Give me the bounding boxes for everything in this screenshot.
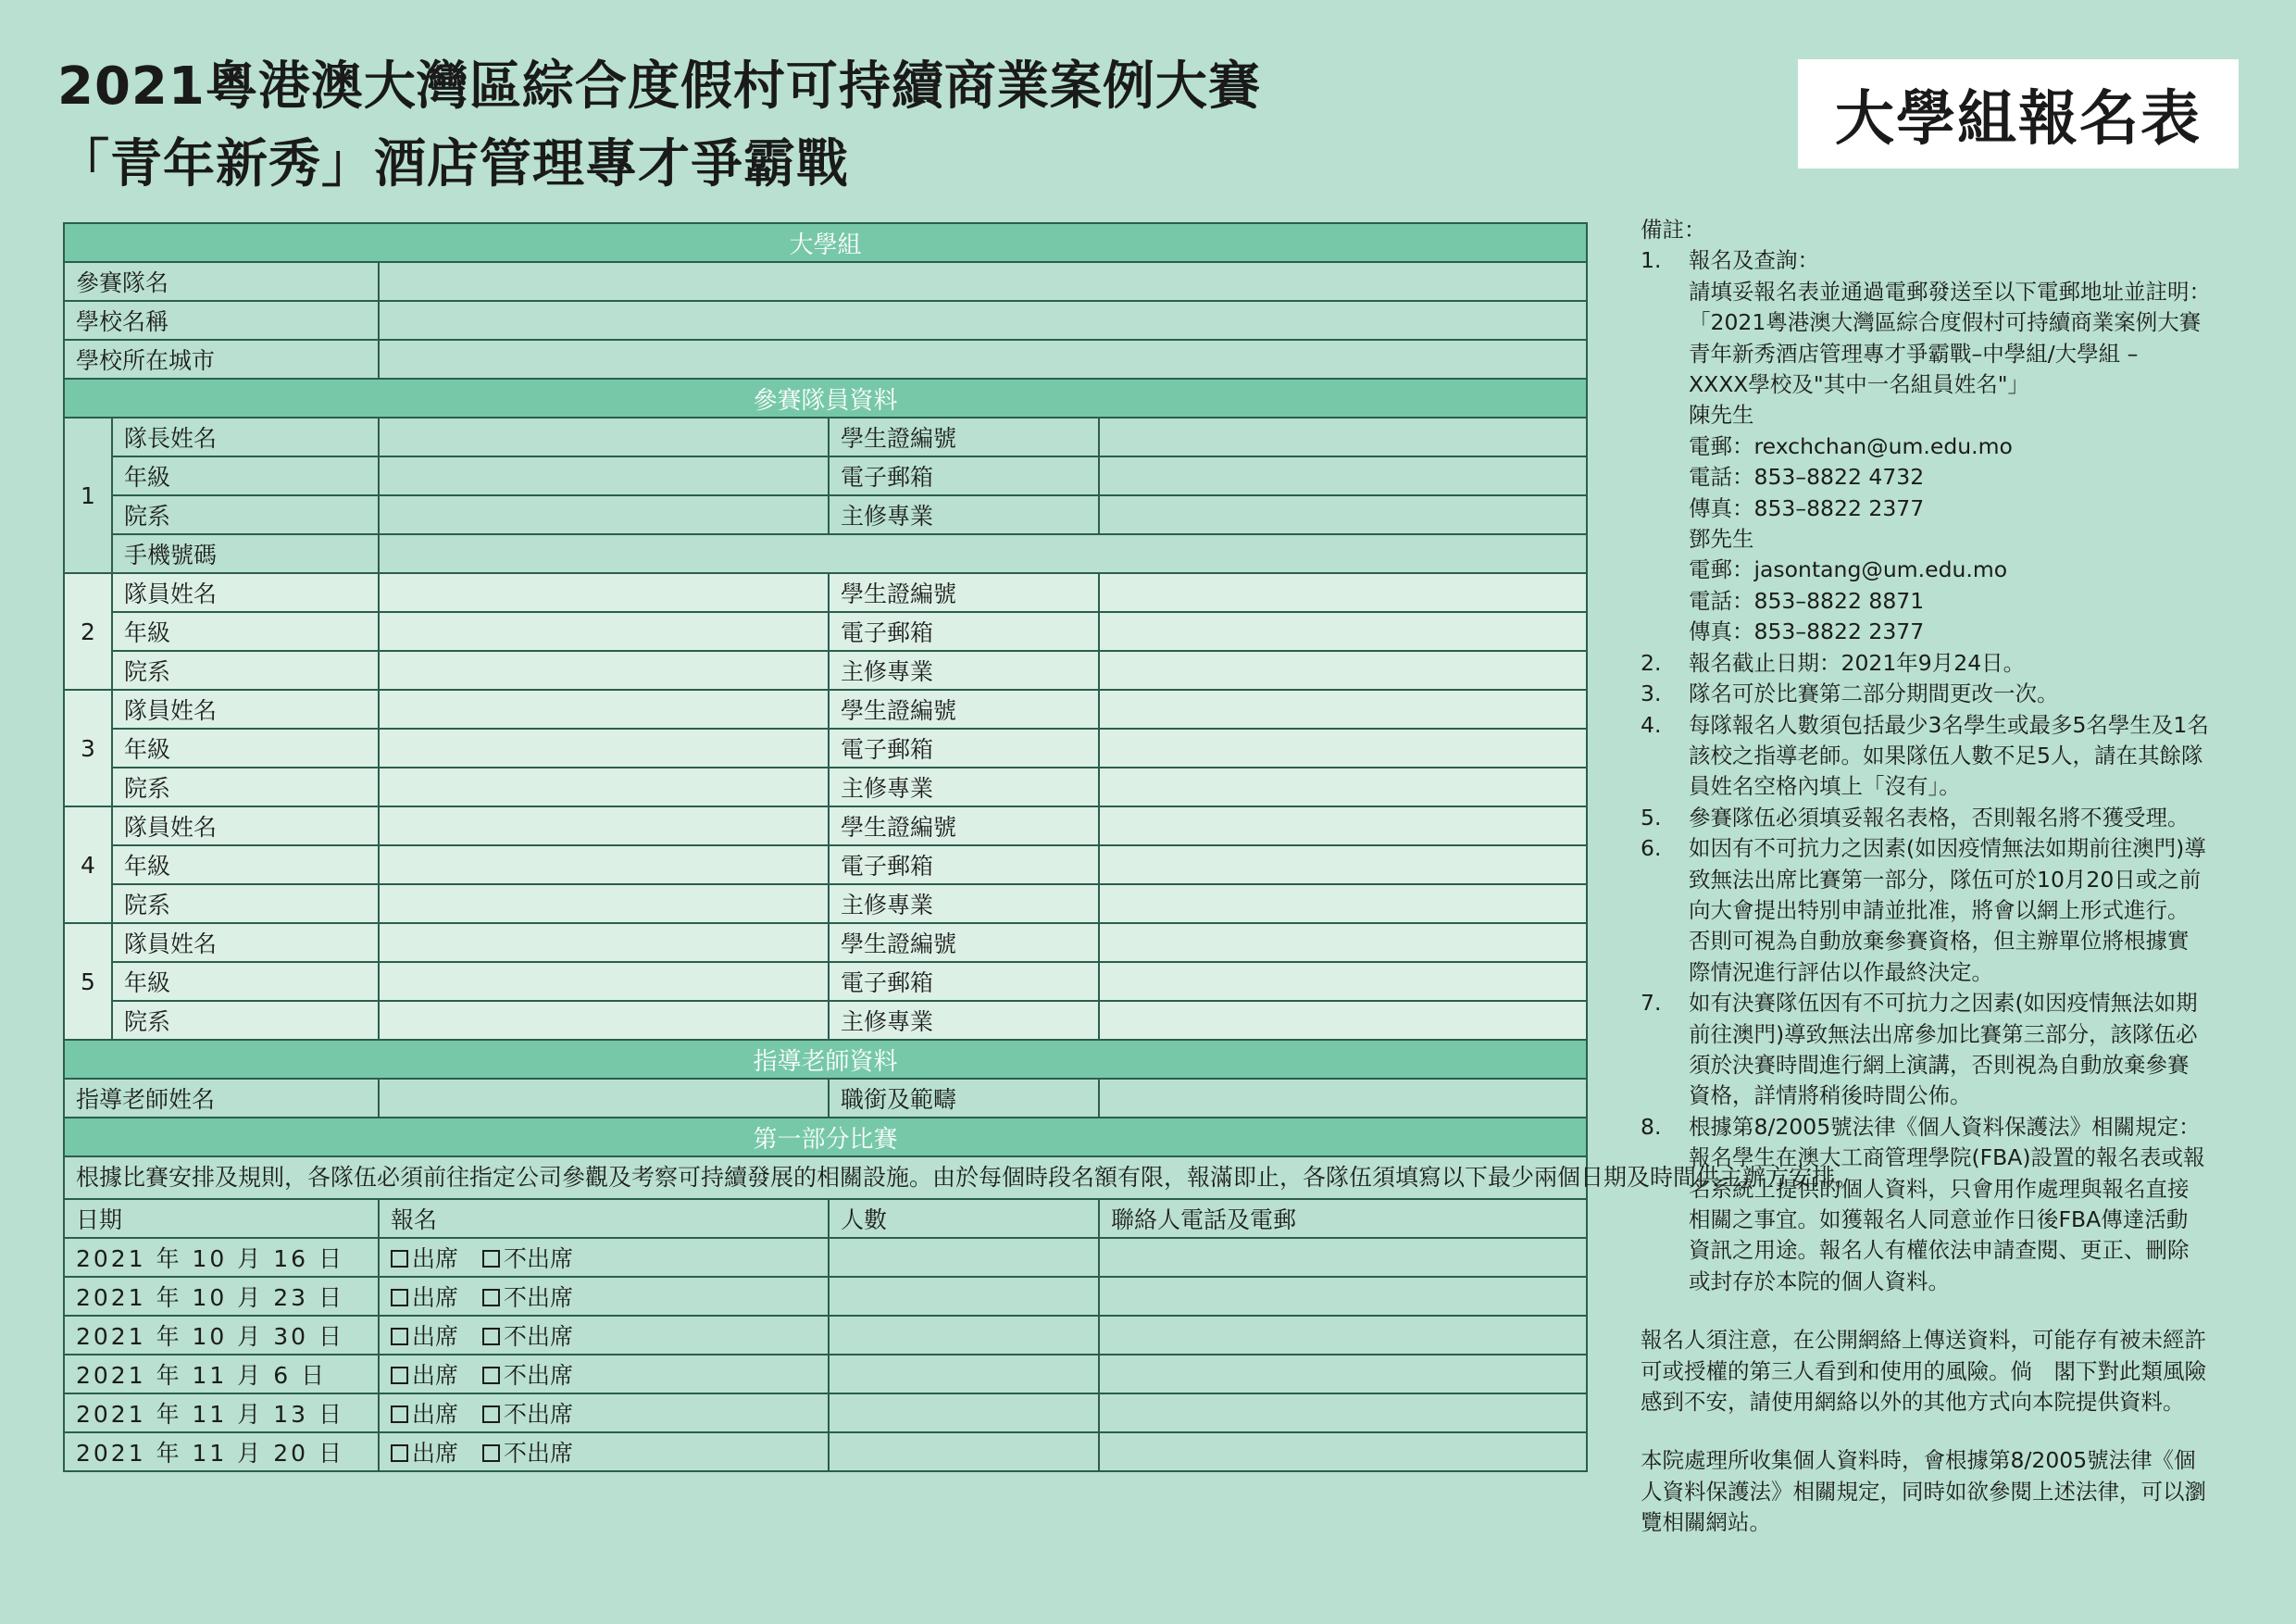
member-department-field[interactable] xyxy=(379,651,829,690)
note-line: 根據第8/2005號法律《個人資料保護法》相關規定： xyxy=(1689,1113,2201,1140)
member-3-grade-row xyxy=(64,729,1587,768)
notice-line: 覽相關網站。 xyxy=(1641,1509,1771,1536)
member-5-department-row xyxy=(64,1001,1587,1040)
school-name-row xyxy=(64,301,1587,340)
member-department-field[interactable] xyxy=(379,768,829,806)
schedule-header-headcount: 人數 xyxy=(829,1199,1099,1238)
school-city-row xyxy=(64,340,1587,379)
member-student-id-label: 學生證編號 xyxy=(829,690,1099,729)
note-line: 員姓名空格內填上「沒有」。 xyxy=(1689,773,1961,800)
absent-label: 不出席 xyxy=(504,1245,574,1272)
note-line: 鄧先生 xyxy=(1689,526,1754,553)
member-grade-label: 年級 xyxy=(112,729,379,768)
schedule-date: 2021 年 11 月 20 日 xyxy=(64,1432,379,1471)
attend-checkbox[interactable] xyxy=(391,1289,408,1306)
member-number: 5 xyxy=(64,923,112,1040)
headcount-field[interactable] xyxy=(829,1393,1099,1432)
attend-checkbox[interactable] xyxy=(391,1367,408,1384)
teacher-title-field[interactable] xyxy=(1099,1079,1587,1118)
schedule-row xyxy=(64,1355,1587,1393)
note-number: 6. xyxy=(1641,835,1662,862)
note-line: 報名截止日期：2021年9月24日。 xyxy=(1689,649,2026,676)
member-grade-field[interactable] xyxy=(379,962,829,1001)
member-major-label: 主修專業 xyxy=(829,1001,1099,1040)
member-3-department-row xyxy=(64,768,1587,806)
team-name-row xyxy=(64,262,1587,301)
note-line: 陳先生 xyxy=(1689,402,1754,429)
note-item-6 xyxy=(1641,833,2257,988)
note-item-2 xyxy=(1641,648,2257,679)
member-number: 1 xyxy=(64,418,112,573)
note-line: 資格，詳情將稍後時間公佈。 xyxy=(1689,1082,1972,1109)
notes-heading: 備註： xyxy=(1641,217,1706,243)
note-line: 資訊之用途。報名人有權依法申請查閱、更正、刪除 xyxy=(1689,1237,2190,1264)
note-line: 如有決賽隊伍因有不可抗力之因素(如因疫情無法如期 xyxy=(1689,990,2198,1017)
member-major-field[interactable] xyxy=(1099,651,1587,690)
part1-description: 根據比賽安排及規則，各隊伍必須前往指定公司參觀及考察可持續發展的相關設施。由於每個時段名額有限，報滿即止，各隊伍須填寫以下最少兩個日期及時間供主辦方安排。 xyxy=(64,1156,1587,1199)
attend-label: 出席 xyxy=(412,1323,459,1350)
member-1-name-row xyxy=(64,418,1587,456)
absent-label: 不出席 xyxy=(504,1401,574,1428)
note-line: 「2021粵港澳大灣區綜合度假村可持續商業案例大賽 xyxy=(1689,309,2202,336)
member-student-id-field[interactable] xyxy=(1099,806,1587,845)
attend-option[interactable] xyxy=(391,1440,458,1467)
member-name-field[interactable] xyxy=(379,418,829,456)
school-city-field[interactable] xyxy=(379,340,1587,379)
note-line: 向大會提出特別申請並批准，將會以網上形式進行。 xyxy=(1689,896,2190,923)
member-major-label: 主修專業 xyxy=(829,651,1099,690)
teacher-row xyxy=(64,1079,1587,1118)
member-number: 4 xyxy=(64,806,112,923)
note-line: 報名學生在澳大工商管理學院(FBA)設置的報名表或報 xyxy=(1689,1144,2205,1171)
note-item-1-body xyxy=(1689,277,2257,648)
member-5-grade-row xyxy=(64,962,1587,1001)
note-number: 8. xyxy=(1641,1113,1662,1140)
member-1-grade-row xyxy=(64,456,1587,495)
notes-panel xyxy=(1641,215,2257,1539)
absent-label: 不出席 xyxy=(504,1362,574,1389)
contact-field[interactable] xyxy=(1099,1316,1587,1355)
school-city-label: 學校所在城市 xyxy=(64,340,379,379)
absent-option[interactable] xyxy=(482,1323,573,1350)
member-major-field[interactable] xyxy=(1099,768,1587,806)
absent-option[interactable] xyxy=(482,1284,573,1311)
absent-option[interactable] xyxy=(482,1245,573,1272)
absent-checkbox[interactable] xyxy=(482,1250,500,1268)
note-item-8 xyxy=(1641,1112,2257,1297)
member-department-label: 院系 xyxy=(112,1001,379,1040)
member-email-label: 電子郵箱 xyxy=(829,962,1099,1001)
schedule-date: 2021 年 10 月 30 日 xyxy=(64,1316,379,1355)
absent-checkbox[interactable] xyxy=(482,1405,500,1423)
notice-line: 本院處理所收集個人資料時，會根據第8/2005號法律《個 xyxy=(1641,1447,2196,1474)
member-2-grade-row xyxy=(64,612,1587,651)
member-student-id-label: 學生證編號 xyxy=(829,573,1099,612)
part1-description-row xyxy=(64,1156,1587,1199)
member-phone-label: 手機號碼 xyxy=(112,534,379,573)
member-4-grade-row xyxy=(64,845,1587,884)
member-major-field[interactable] xyxy=(1099,495,1587,534)
schedule-header-date: 日期 xyxy=(64,1199,379,1238)
note-line: 致無法出席比賽第一部分，隊伍可於10月20日或之前 xyxy=(1689,866,2202,893)
notice-line: 感到不安，請使用網絡以外的其他方式向本院提供資料。 xyxy=(1641,1389,2185,1416)
attend-checkbox[interactable] xyxy=(391,1444,408,1462)
member-student-id-field[interactable] xyxy=(1099,690,1587,729)
member-name-field[interactable] xyxy=(379,573,829,612)
member-grade-field[interactable] xyxy=(379,456,829,495)
schedule-date: 2021 年 11 月 6 日 xyxy=(64,1355,379,1393)
member-4-name-row xyxy=(64,806,1587,845)
page-title xyxy=(57,48,1261,204)
schedule-header-contact: 聯絡人電話及電郵 xyxy=(1099,1199,1587,1238)
member-grade-label: 年級 xyxy=(112,456,379,495)
note-line: 該校之指導老師。如果隊伍人數不足5人，請在其餘隊 xyxy=(1689,742,2203,768)
note-line: 電郵：jasontang@um.edu.mo xyxy=(1689,556,2008,583)
note-line: 傳真：853–8822 2377 xyxy=(1689,618,1925,645)
member-grade-label: 年級 xyxy=(112,612,379,651)
member-4-department-row xyxy=(64,884,1587,923)
note-line: 否則可視為自動放棄參賽資格，但主辦單位將根據實 xyxy=(1689,928,2190,955)
note-line: 電話：853–8822 8871 xyxy=(1689,587,1925,614)
section-header-members: 參賽隊員資料 xyxy=(64,379,1587,418)
attend-label: 出席 xyxy=(412,1362,459,1389)
attend-checkbox[interactable] xyxy=(391,1250,408,1268)
headcount-field[interactable] xyxy=(829,1316,1099,1355)
schedule-attendance xyxy=(379,1355,829,1393)
member-email-field[interactable] xyxy=(1099,456,1587,495)
member-department-label: 院系 xyxy=(112,495,379,534)
headcount-field[interactable] xyxy=(829,1355,1099,1393)
schedule-date: 2021 年 10 月 16 日 xyxy=(64,1238,379,1277)
notes-list xyxy=(1641,245,2257,1297)
member-name-label: 隊員姓名 xyxy=(112,806,379,845)
attend-option[interactable] xyxy=(391,1284,458,1311)
member-major-field[interactable] xyxy=(1099,1001,1587,1040)
schedule-date: 2021 年 11 月 13 日 xyxy=(64,1393,379,1432)
member-1-phone-row xyxy=(64,534,1587,573)
schedule-attendance xyxy=(379,1277,829,1316)
member-grade-field[interactable] xyxy=(379,612,829,651)
note-line: XXXX學校及"其中一名組員姓名"」 xyxy=(1689,371,2030,398)
attend-checkbox[interactable] xyxy=(391,1405,408,1423)
member-department-label: 院系 xyxy=(112,884,379,923)
school-name-field[interactable] xyxy=(379,301,1587,340)
member-name-field[interactable] xyxy=(379,806,829,845)
note-item-1 xyxy=(1641,245,2257,647)
note-line: 前往澳門)導致無法出席參加比賽第三部分，該隊伍必 xyxy=(1689,1020,2198,1047)
schedule-attendance xyxy=(379,1393,829,1432)
schedule-row xyxy=(64,1432,1587,1471)
note-number: 1. xyxy=(1641,247,1662,274)
schedule-date: 2021 年 10 月 23 日 xyxy=(64,1277,379,1316)
note-line: 電話：853–8822 4732 xyxy=(1689,464,1925,491)
note-number: 2. xyxy=(1641,649,1662,676)
member-department-label: 院系 xyxy=(112,651,379,690)
teacher-title-label: 職銜及範疇 xyxy=(829,1079,1099,1118)
notice-line: 報名人須注意，在公開網絡上傳送資料，可能存有被未經許 xyxy=(1641,1327,2206,1354)
schedule-attendance xyxy=(379,1238,829,1277)
absent-label: 不出席 xyxy=(504,1440,574,1467)
member-department-field[interactable] xyxy=(379,495,829,534)
schedule-row xyxy=(64,1238,1587,1277)
attend-label: 出席 xyxy=(412,1401,459,1428)
schedule-row xyxy=(64,1316,1587,1355)
attend-option[interactable] xyxy=(391,1362,458,1389)
member-email-label: 電子郵箱 xyxy=(829,845,1099,884)
member-student-id-label: 學生證編號 xyxy=(829,806,1099,845)
attend-label: 出席 xyxy=(412,1440,459,1467)
note-line: 電郵：rexchchan@um.edu.mo xyxy=(1689,432,2013,459)
schedule-row xyxy=(64,1393,1587,1432)
note-number: 3. xyxy=(1641,681,1662,707)
contact-field[interactable] xyxy=(1099,1393,1587,1432)
absent-label: 不出席 xyxy=(504,1284,574,1311)
note-item-4 xyxy=(1641,710,2257,803)
privacy-notice-1 xyxy=(1641,1325,2257,1418)
member-grade-label: 年級 xyxy=(112,962,379,1001)
note-line: 隊名可於比賽第二部分期間更改一次。 xyxy=(1689,681,2059,707)
member-5-name-row xyxy=(64,923,1587,962)
member-grade-field[interactable] xyxy=(379,729,829,768)
member-email-label: 電子郵箱 xyxy=(829,612,1099,651)
member-email-field[interactable] xyxy=(1099,612,1587,651)
contact-field[interactable] xyxy=(1099,1277,1587,1316)
headcount-field[interactable] xyxy=(829,1277,1099,1316)
member-name-field[interactable] xyxy=(379,923,829,962)
absent-checkbox[interactable] xyxy=(482,1289,500,1306)
member-email-label: 電子郵箱 xyxy=(829,729,1099,768)
note-item-7 xyxy=(1641,988,2257,1112)
absent-checkbox[interactable] xyxy=(482,1444,500,1462)
member-student-id-label: 學生證編號 xyxy=(829,923,1099,962)
absent-option[interactable] xyxy=(482,1440,573,1467)
member-email-field[interactable] xyxy=(1099,729,1587,768)
headcount-field[interactable] xyxy=(829,1238,1099,1277)
contact-field[interactable] xyxy=(1099,1432,1587,1471)
title-line-1: 2021粵港澳大灣區綜合度假村可持續商業案例大賽 xyxy=(57,56,1261,117)
attend-option[interactable] xyxy=(391,1323,458,1350)
notice-line: 人資料保護法》相關規定，同時如欲參閱上述法律，可以瀏 xyxy=(1641,1478,2206,1505)
school-name-label: 學校名稱 xyxy=(64,301,379,340)
note-line: 相關之事宜。如獲報名人同意並作日後FBA傳達活動 xyxy=(1689,1206,2189,1232)
member-name-label: 隊員姓名 xyxy=(112,690,379,729)
absent-checkbox[interactable] xyxy=(482,1367,500,1384)
note-line: 須於決賽時間進行網上演講，否則視為自動放棄參賽 xyxy=(1689,1051,2190,1078)
member-name-field[interactable] xyxy=(379,690,829,729)
teacher-name-label: 指導老師姓名 xyxy=(64,1079,379,1118)
member-major-label: 主修專業 xyxy=(829,495,1099,534)
member-name-label: 隊長姓名 xyxy=(112,418,379,456)
member-email-field[interactable] xyxy=(1099,962,1587,1001)
member-2-name-row xyxy=(64,573,1587,612)
note-item-5 xyxy=(1641,803,2257,833)
note-line: 參賽隊伍必須填妥報名表格，否則報名將不獲受理。 xyxy=(1689,804,2190,831)
form-type-badge: 大學組報名表 xyxy=(1798,59,2239,169)
member-phone-field[interactable] xyxy=(379,534,1587,573)
schedule-header-register: 報名 xyxy=(379,1199,829,1238)
note-line: 每隊報名人數須包括最少3名學生或最多5名學生及1名 xyxy=(1689,711,2209,738)
member-student-id-label: 學生證編號 xyxy=(829,418,1099,456)
note-number: 4. xyxy=(1641,711,1662,738)
member-student-id-field[interactable] xyxy=(1099,923,1587,962)
notice-line: 可或授權的第三人看到和使用的風險。倘 閣下對此類風險 xyxy=(1641,1357,2206,1384)
member-name-label: 隊員姓名 xyxy=(112,573,379,612)
schedule-attendance xyxy=(379,1432,829,1471)
attend-option[interactable] xyxy=(391,1401,458,1428)
schedule-row xyxy=(64,1277,1587,1316)
member-student-id-field[interactable] xyxy=(1099,418,1587,456)
note-item-3 xyxy=(1641,679,2257,709)
member-1-department-row xyxy=(64,495,1587,534)
attend-checkbox[interactable] xyxy=(391,1328,408,1345)
section-header-university: 大學組 xyxy=(64,223,1587,262)
absent-option[interactable] xyxy=(482,1401,573,1428)
member-department-label: 院系 xyxy=(112,768,379,806)
schedule-header-row xyxy=(64,1199,1587,1238)
attend-option[interactable] xyxy=(391,1245,458,1272)
privacy-notice-2 xyxy=(1641,1445,2257,1538)
member-number: 3 xyxy=(64,690,112,806)
member-name-label: 隊員姓名 xyxy=(112,923,379,962)
absent-option[interactable] xyxy=(482,1362,573,1389)
absent-checkbox[interactable] xyxy=(482,1328,500,1345)
note-line: 青年新秀酒店管理專才爭霸戰–中學組/大學組 – xyxy=(1689,340,2139,367)
member-department-field[interactable] xyxy=(379,884,829,923)
member-number: 2 xyxy=(64,573,112,690)
title-line-2: 「青年新秀」酒店管理專才爭霸戰 xyxy=(57,134,849,194)
member-major-field[interactable] xyxy=(1099,884,1587,923)
note-line: 或封存於本院的個人資料。 xyxy=(1689,1268,1950,1294)
team-name-field[interactable] xyxy=(379,262,1587,301)
member-department-field[interactable] xyxy=(379,1001,829,1040)
note-line: 請填妥報名表並通過電郵發送至以下電郵地址並註明： xyxy=(1689,278,2211,305)
member-student-id-field[interactable] xyxy=(1099,573,1587,612)
member-major-label: 主修專業 xyxy=(829,768,1099,806)
note-line: 如因有不可抗力之因素(如因疫情無法如期前往澳門)導 xyxy=(1689,835,2206,862)
note-number: 5. xyxy=(1641,804,1662,831)
note-line: 傳真：853–8822 2377 xyxy=(1689,494,1925,521)
note-line: 名系統上提供的個人資料，只會用作處理與報名直接 xyxy=(1689,1175,2190,1202)
note-line: 際情況進行評估以作最終決定。 xyxy=(1689,958,1993,985)
attend-label: 出席 xyxy=(412,1284,459,1311)
member-grade-label: 年級 xyxy=(112,845,379,884)
member-3-name-row xyxy=(64,690,1587,729)
schedule-attendance xyxy=(379,1316,829,1355)
team-name-label: 參賽隊名 xyxy=(64,262,379,301)
member-email-label: 電子郵箱 xyxy=(829,456,1099,495)
section-header-teacher: 指導老師資料 xyxy=(64,1040,1587,1079)
contact-field[interactable] xyxy=(1099,1238,1587,1277)
headcount-field[interactable] xyxy=(829,1432,1099,1471)
section-header-part1: 第一部分比賽 xyxy=(64,1118,1587,1156)
teacher-name-field[interactable] xyxy=(379,1079,829,1118)
member-email-field[interactable] xyxy=(1099,845,1587,884)
member-major-label: 主修專業 xyxy=(829,884,1099,923)
contact-field[interactable] xyxy=(1099,1355,1587,1393)
attend-label: 出席 xyxy=(412,1245,459,1272)
member-grade-field[interactable] xyxy=(379,845,829,884)
absent-label: 不出席 xyxy=(504,1323,574,1350)
note-item-1-label: 報名及查詢： xyxy=(1689,247,1819,274)
member-2-department-row xyxy=(64,651,1587,690)
note-number: 7. xyxy=(1641,990,1662,1017)
